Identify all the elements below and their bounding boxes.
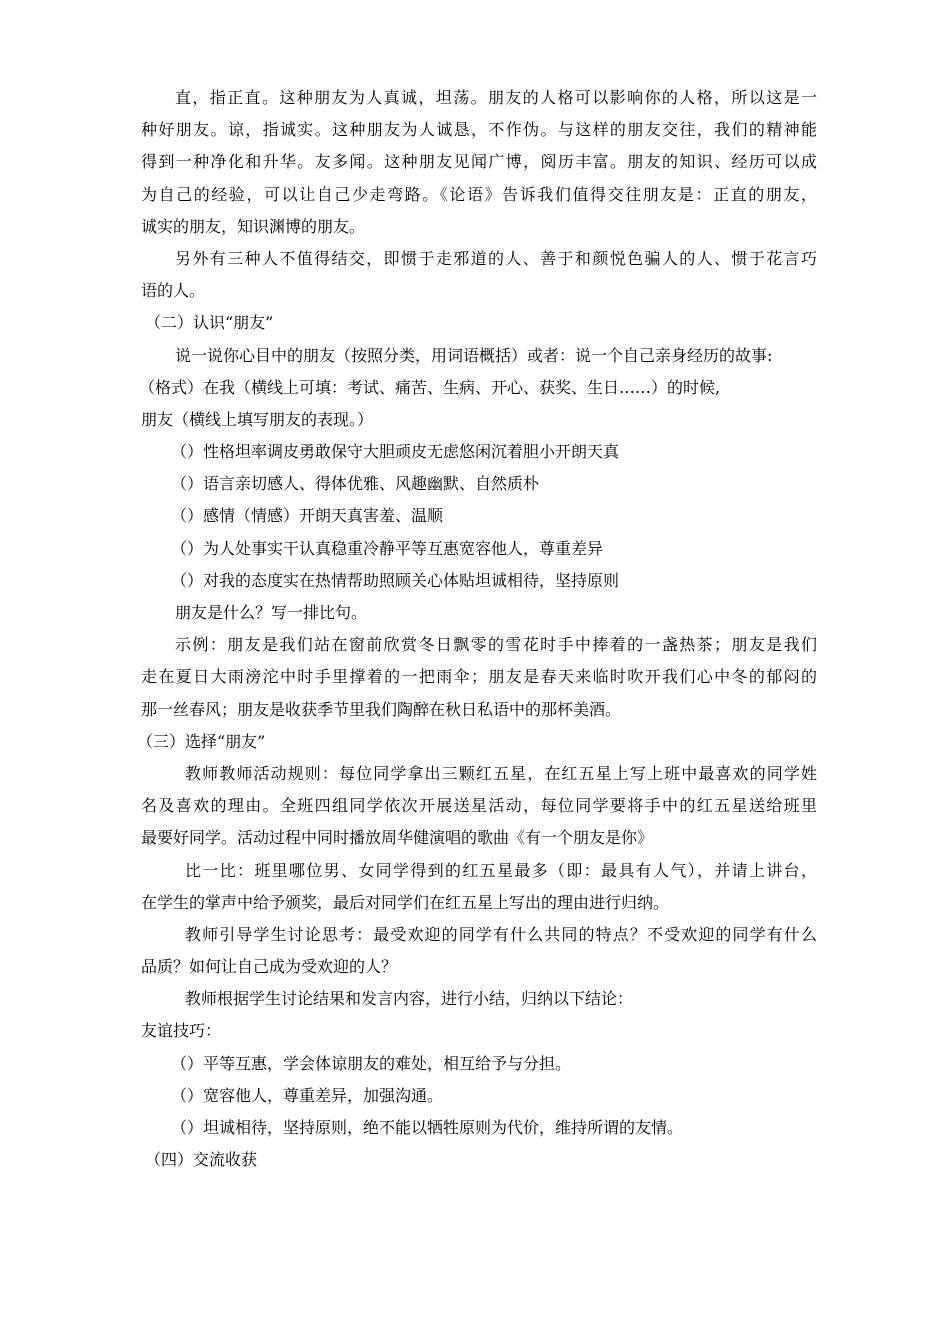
paragraph-line: 比一比：班里哪位男、女同学得到的红五星最多（即：最具有人气），并请上讲台， (185, 860, 817, 880)
paragraph-line: 语的人。 (141, 281, 206, 301)
paragraph-line: 说一说你心目中的朋友（按照分类，用词语概括）或者：说一个自己亲身经历的故事: (175, 345, 773, 365)
paragraph-line: 教师根据学生讨论结果和发言内容，进行小结，归纳以下结论： (185, 989, 634, 1009)
paragraph-line: 走在夏日大雨滂沱中时手里撑着的一把雨伞；朋友是春天来临时吹开我们心中冬的郁闷的 (141, 667, 817, 687)
section-heading: （四）交流收获 (145, 1150, 258, 1170)
list-item: （）坦诚相待，坚持原则，绝不能以牺牲原则为代价，维持所谓的友情。 (171, 1118, 684, 1137)
paragraph-line: 名及喜欢的理由。全班四组同学依次开展送星活动，每位同学要将手中的红五星送给班里 (141, 796, 817, 816)
paragraph-line: 朋友（横线上填写朋友的表现。） (141, 409, 374, 429)
paragraph-line: 直，指正直。这种朋友为人真诚，坦荡。朋友的人格可以影响你的人格，所以这是一 (175, 88, 817, 107)
paragraph-line: 为自己的经验，可以让自己少走弯路。《论语》告诉我们值得交往朋友是：正直的朋友， (141, 184, 817, 204)
list-item: （）感情（情感）开朗天真害羞、温顺 (171, 506, 444, 526)
document-body (137, 82, 817, 1176)
paragraph-line: 最要好同学。活动过程中同时播放周华健演唱的歌曲《有一个朋友是你》 (141, 828, 654, 848)
list-item: （）宽容他人，尊重差异，加强沟通。 (171, 1085, 444, 1105)
paragraph-line: 品质？如何让自己成为受欢迎的人？ (141, 957, 398, 977)
paragraph-line: （格式）在我（横线上可填：考试、痛苦、生病、开心、获奖、生日……）的时候, (139, 377, 721, 397)
list-item: （）对我的态度实在热情帮助照顾关心体贴坦诚相待，坚持原则 (171, 570, 620, 590)
paragraph-line: 朋友是什么？写一排比句。 (175, 603, 368, 622)
paragraph-line: 教师引导学生讨论思考：最受欢迎的同学有什么共同的特点？不受欢迎的同学有什么 (185, 924, 817, 944)
list-item: （）平等互惠，学会体谅朋友的难处，相互给予与分担。 (171, 1053, 572, 1073)
paragraph-line: 友谊技巧： (141, 1021, 222, 1041)
paragraph-line: 教师教师活动规则：每位同学拿出三颗红五星，在红五星上写上班中最喜欢的同学姓 (185, 763, 817, 783)
paragraph-line: 在学生的掌声中给予颁奖，最后对同学们在红五星上写出的理由进行归纳。 (141, 892, 670, 912)
paragraph-line: 得到一种净化和升华。友多闻。这种朋友见闻广博，阅历丰富。朋友的知识、经历可以成 (141, 152, 817, 172)
section-heading: （三）选择“朋友” (137, 731, 266, 751)
paragraph-line: 诚实的朋友，知识渊博的朋友。 (141, 216, 366, 236)
section-heading: （二）认识“朋友” (145, 313, 274, 333)
list-item: （）性格坦率调皮勇敢保守大胆顽皮无虑悠闲沉着胆小开朗天真 (171, 442, 620, 462)
paragraph-line: 那一丝春风；朋友是收获季节里我们陶醉在秋日私语中的那杯美酒。 (141, 699, 622, 719)
paragraph-line: 示例：朋友是我们站在窗前欣赏冬日飘零的雪花时手中捧着的一盏热茶；朋友是我们 (175, 635, 817, 655)
list-item: （）为人处事实干认真稳重冷静平等互惠宽容他人，尊重差异 (171, 538, 604, 558)
paragraph-line: 种好朋友。谅，指诚实。这种朋友为人诚恳，不作伪。与这样的朋友交往，我们的精神能 (141, 120, 817, 140)
list-item: （）语言亲切感人、得体优雅、风趣幽默、自然质朴 (171, 474, 540, 494)
paragraph-line: 另外有三种人不值得结交，即惯于走邪道的人、善于和颜悦色骗人的人、惯于花言巧 (175, 248, 817, 268)
